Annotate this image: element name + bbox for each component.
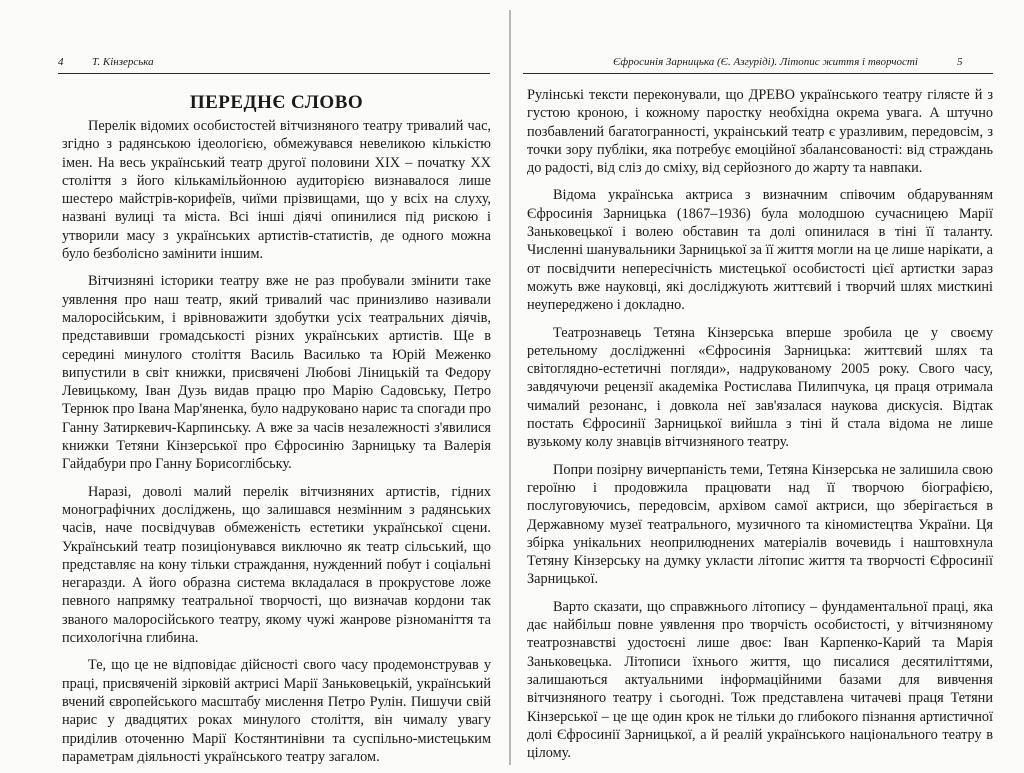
right-page — [511, 0, 1024, 773]
left-header-rule — [58, 73, 490, 74]
paragraph: Варто сказати, що справжнього літопису – фундаментальної праці, яка дає найбільш повне уявлення про творчість особистості, у вітчизняному театрознавстві удостоєні лише двоє: Іван Карпенко-Карий та Марія Заньковецька. Літописи їхнього життя, що писалися десятиліттями, залишаються актуальними інформаційними базами для вивчення вітчизняного театру і сьогодні. Тож представлена читачеві праця Тетяни Кінзерської – це ще один крок не тільки до глибокого пізнання артистичної долі Єфросинії Зарницької, а й реалій українського національного театру в цілому. — [527, 598, 993, 762]
left-page-number: 4 — [58, 56, 64, 68]
right-running-head: Єфросинія Зарницька (Є. Азгуріді). Літопис життя і творчості — [613, 56, 918, 68]
left-running-head: Т. Кінзерська — [92, 56, 154, 68]
paragraph: Те, що це не відповідає дійсності свого часу продемонстрував у праці, присвяченій зірковій актрисі Марії Заньковецькій, український вчений європейського масштабу мислення Петро Рулін. Пишучи свій нарис у двадцятих роках минулого століття, він чималу увагу приділив оточенню Марії Костянтинівни та суспільно-мистецьким параметрам діяльності українського театру загалом. — [62, 657, 491, 765]
paragraph: Відома українська актриса з визначним співочим обдаруванням Єфросинія Зарницька (1867–1936) була молодшою сучасницею Марії Заньковецької і волею обставин та долі опинилася в тіні її таланту. Численні шанувальники Зарницької за її життя могли на це лише нарікати, а от посвідчити непересічність мистецької особистості цієї артистки зараз можуть вже науковці, які досліджують життєвий і творчий шлях мисткині неупереджено і докладно. — [527, 187, 993, 314]
left-text-block — [62, 91, 491, 766]
right-page-number: 5 — [957, 56, 963, 68]
chapter-title: ПЕРЕДНЄ СЛОВО — [189, 92, 364, 113]
paragraph: Вітчизняні історики театру вже не раз пробували змінити таке уявлення про наш театр, який тривалий час принизливо називали малоросійським, і врівноважити здобутки усіх театральних діячів, представивши громадськості різних українських артистів. Ще в середині минулого століття Василь Василько та Юрій Меженко випустили в світ книжки, присвячені Любові Ліницькій та Федору Левицькому, Іван Дузь видав працю про Марію Садовську, Петро Тернюк про Івана Мар'яненка, було надруковано нарис та спогади про Ганну Затиркевич-Карпинську. А вже за часів незалежності з'явилися книжки Тетяни Кінзерської про Єфросинію Зарницьку та Валерія Гайдабури про Ганну Борисоглібську. — [62, 273, 491, 473]
paragraph: Театрознавець Тетяна Кінзерська вперше зробила це у своєму ретельному дослідженні «Єфросинія Зарницька: життєвий шлях та світоглядно-естетичні погляди», надрукованому 2005 року. Свого часу, завдячуючи рецензії академіка Ростислава Пилипчука, ця праця отримала чималий резонанс, і довкола неї зав'язалася наукова дискусія. Відтак постать Єфросинії Зарницької вийшла з тіні й стала відома не лише вузькому колу знавців вітчизняного театру. — [527, 324, 993, 451]
paragraph: Рулінські тексти переконували, що ДРЕВО українського театру гілясте й з густою кроною, і кожному паростку необхідна окрема увага. А штучно позбавлений багатогранності, украінський театр є уразливим, передовсім, з точки зору публіки, яка потребує емоційної збалансованості: від страждань до радості, від сліз до сміху, від серйозного до жарту та навпаки. — [527, 87, 993, 177]
paragraph: Попри позірну вичерпаність теми, Тетяна Кінзерська не залишила свою героїню і продовжила працювати над її творчою біографією, послуговуючись, передовсім, архівом самої актриси, що зберігається в Державному музеї театрального, музичного та кіномистецтва України. Ця збірка унікальних неоприлюднених матеріалів вочевидь і наштовхнула Тетяну Кінзерську на думку укласти літопис життя та творчості Єфросинії Зарницької. — [527, 461, 993, 588]
left-page — [0, 0, 509, 773]
right-header-rule — [523, 73, 993, 74]
right-text-block — [527, 86, 993, 762]
paragraph: Наразі, доволі малий перелік вітчизняних артистів, гідних монографічних досліджень, що залишався незмінним з радянських часів, наче посвідчував обмеженість естетики української сцени. Український театр позиціонувався виключно як театр сільський, що представляє на кону тільки страждання, нужденний побут і соціальні негаразди. А його образна система вкладалася в прокрустове ложе певного напрямку театральної творчості, що визначав кордони так званого малоросійського театру, якому чужі жанрове різноманіття та психологічна глибина. — [62, 483, 491, 647]
paragraph: Перелік відомих особистостей вітчизняного театру тривалий час, згідно з радянською ідеологією, обмежувався невеликою кількістю імен. На весь український театр другої половини XIX – початку XX століття з його кількамільйонною аудиторією визнавалося лише шестеро майстрів-корифеїв, чиїми прізвищами, що у всіх на слуху, названі вулиці та міста. Всі інші діячі опинилися під рискою і утворили масу з українських артистів-статистів, де одного можна було безболісно замінити іншим. — [62, 118, 491, 263]
